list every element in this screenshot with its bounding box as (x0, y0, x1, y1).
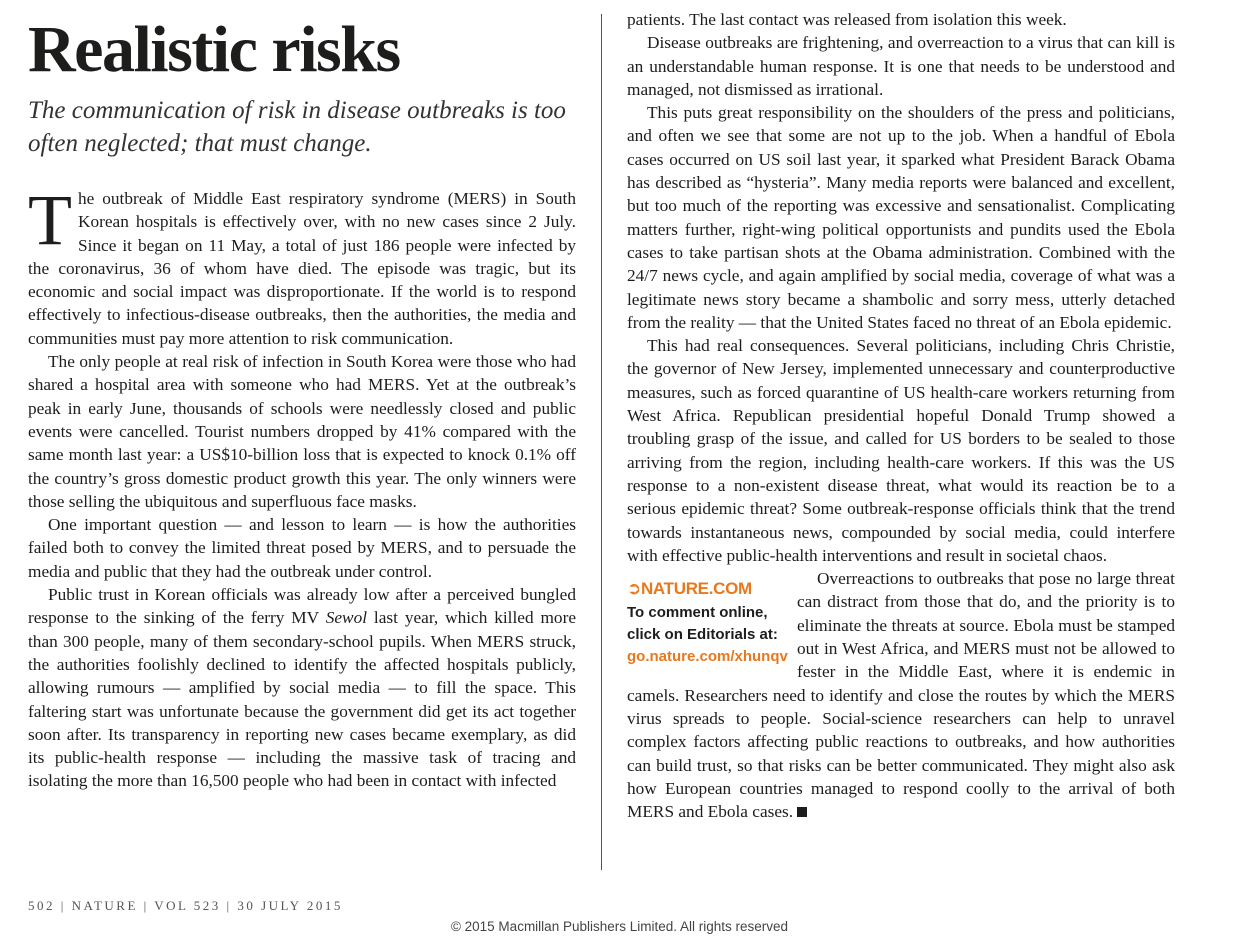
drop-cap: T (28, 180, 72, 260)
paragraph-4 (28, 583, 576, 793)
brand-label: NATURE.COM (640, 579, 752, 599)
paragraph-1 (28, 180, 576, 350)
right-column (627, 8, 1175, 823)
paragraph-4-text-a: Public trust in Korean officials was already low after a perceived bungled response to the sinking of the ferry MV (28, 585, 576, 628)
paragraph-7: This had real consequences. Several politicians, including Chris Christie, the governor of New Jersey, implemented unnecessary and counterproductive measures, such as forced quarantine of US health-care workers returning from West Africa. Republican presidential hopeful Donald Trump showed a troubling grasp of the issue, and called for US borders to be sealed to those arriving from the region, including health-care workers. If this was the US response to a non-existent disease threat, what would its reaction be to a serious epidemic threat? Some outbreak-response officials think that the trend towards instantaneous news, compounded by social media, could interfere with effective public-health interventions and result in societal chaos. (627, 336, 1175, 565)
end-mark-icon (797, 807, 807, 817)
page-folio: 502 | NATURE | VOL 523 | 30 JULY 2015 (28, 898, 343, 913)
article-subtitle: The communication of risk in disease outbreaks is too often neglected; that must change. (28, 97, 566, 157)
paragraph-6: This puts great responsibility on the shoulders of the press and politicians, and often we see that some are not up to the job. When a handful of Ebola cases occurred on US soil last year, it sparked what President Barack Obama has described as “hysteria”. Many media reports were balanced and excellent, but too much of the reporting was excessive and sensationalist. Complicating matters further, right-wing political opportunists and pundits used the Ebola cases to take partisan shots at the Obama administration. Combined with the 24/7 news cycle, and again amplified by social media, coverage of what was a legitimate news story became a shambolic and sorry mess, utterly detached from the reality — that the United States faced no threat of an Ebola epidemic. (627, 103, 1175, 332)
article-title: Realistic risks (28, 13, 400, 86)
left-column (28, 14, 576, 793)
nature-com-brand[interactable] (627, 579, 787, 599)
paragraph-3: One important question — and lesson to learn — is how the authorities failed both to convey the limited threat posed by MERS, and to persuade the media and public that they had the outbreak under control. (28, 515, 576, 581)
callout-line-1: To comment online, (627, 604, 768, 622)
paragraph-1-text: he outbreak of Middle East respiratory syndrome (MERS) in South Korean hospitals is effectively over, with no new cases since 2 July. Since it began on 11 May, a total of just 186 people were infected by the coronavirus, 36 of whom have died. The episode was tragic, but its economic and social impact was disproportionate. If the world is to respond effectively to infectious-disease outbreaks, then the authorities, the media and communities must pay more attention to risk communication. (28, 189, 576, 348)
editorial-link[interactable]: go.nature.com/xhunqv (627, 648, 788, 666)
paragraph-4-continued: patients. The last contact was released from isolation this week. (627, 10, 1067, 29)
ship-name: Sewol (325, 608, 368, 628)
arrow-icon: ➲ (627, 579, 641, 599)
paragraph-2: The only people at real risk of infection in South Korea were those who had shared a hospital area with someone who had MERS. Yet at the outbreak’s peak in early June, thousands of schools were needlessly closed and public events were cancelled. Tourist numbers dropped by 41% compared with the same month last year: a US$10-billion loss that is expected to knock 0.1% off the country’s gross domestic product growth this year. The only winners were those selling the ubiquitous and superfluous face masks. (28, 352, 576, 511)
paragraph-4-text-b: last year, which killed more than 300 people, many of them secondary-school pupils. When MERS struck, the authorities foolishly declined to identify the affected hospitals publicly, allowing rumours — amplified by social media — to fill the space. This faltering start was unfortunate because the government did get its act together soon after. Its transparency in reporting new cases became exemplary, as did its public-health response — including the massive task of tracing and isolating the more than 16,500 people who had been in contact with infected (28, 608, 576, 791)
copyright-notice: © 2015 Macmillan Publishers Limited. All rights reserved (450, 919, 789, 934)
paragraph-5: Disease outbreaks are frightening, and overreaction to a virus that can kill is an understandable human response. It is one that needs to be understood and managed, not dismissed as irrational. (627, 33, 1175, 99)
column-divider (601, 14, 602, 870)
callout-line-2: click on Editorials at: (627, 626, 778, 644)
callout-box (627, 579, 787, 668)
article-body-left (28, 180, 576, 793)
paragraph-8-text: Overreactions to outbreaks that pose no large threat can distract from those that do, and the priority is to eliminate the threats at source. Ebola must be stamped out in West Africa, and MERS must not be allowed to fester in the Middle East, where it is endemic in camels. Researchers need to identify and close the routes by which the MERS virus spreads to people. Social-science researchers can help to unravel complex factors affecting public reactions to outbreaks, and how authorities can build trust, so that risks can be better communicated. They might also ask how European countries managed to respond coolly to the arrival of both MERS and Ebola cases. (627, 569, 1175, 822)
